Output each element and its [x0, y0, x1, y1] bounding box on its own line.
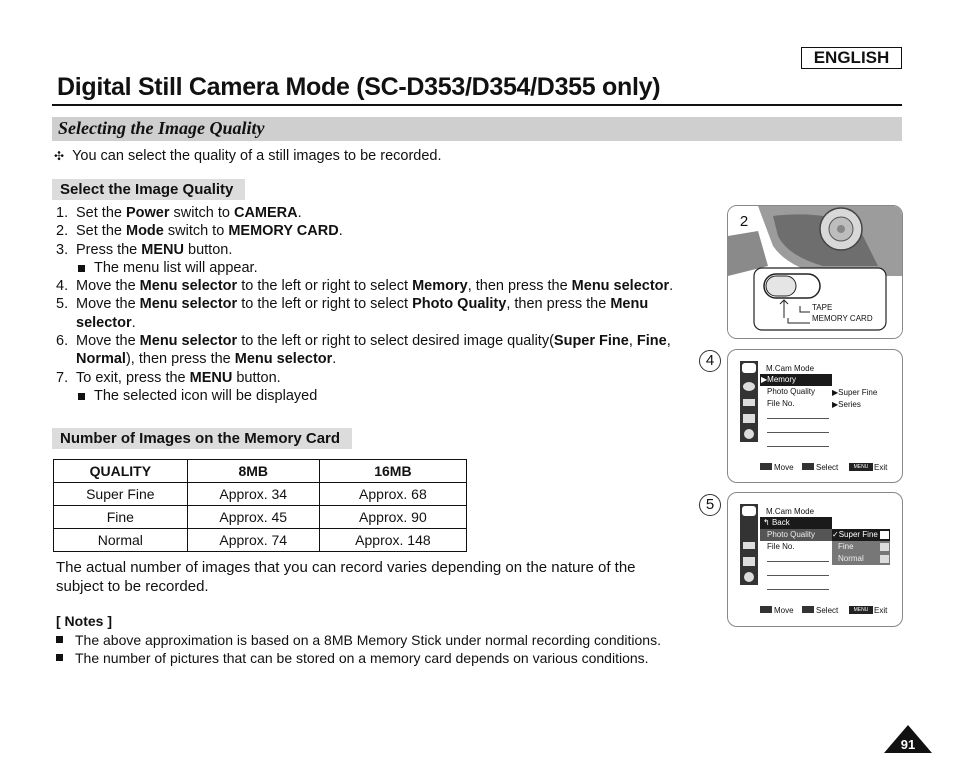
- figure-5-panel: [727, 492, 903, 627]
- table-cell: Normal: [54, 529, 188, 552]
- step-6: 6. Move the Menu selector to the left or right to select desired image quality(Super Fine, Fine, Normal), then press the Menu selector.: [56, 333, 671, 368]
- table-header-row: [54, 460, 467, 483]
- col-header: 8MB: [187, 460, 319, 483]
- menu-item-file-no: File No.: [767, 542, 795, 551]
- submenu-super-fine: ▶Super Fine: [832, 388, 878, 397]
- step-5: 5. Move the Menu selector to the left or right to select Photo Quality, then press the Menu selector.: [56, 296, 649, 331]
- memory-card-label: MEMORY CARD: [812, 314, 873, 323]
- option-fine: Fine: [838, 542, 854, 551]
- step-1: 1. Set the Power switch to CAMERA.: [56, 205, 302, 221]
- menu-button-icon: MENU: [849, 463, 873, 471]
- option-super-fine: ✓Super Fine: [832, 530, 878, 539]
- menu-separator: [767, 446, 829, 447]
- col-header: QUALITY: [54, 460, 188, 483]
- table-cell: Approx. 90: [319, 506, 466, 529]
- title-divider: [52, 104, 902, 106]
- table-cell: Approx. 148: [319, 529, 466, 552]
- step-4: 4. Move the Menu selector to the left or right to select Memory, then press the Menu selector.: [56, 278, 674, 295]
- fine-icon: [880, 543, 889, 551]
- settings-gear-icon: [744, 572, 754, 582]
- menu-icon-column: [740, 504, 758, 585]
- normal-icon: [880, 555, 889, 563]
- menu-button-icon: MENU: [849, 606, 873, 614]
- figure-4-panel: [727, 349, 903, 483]
- step-3-note: The menu list will appear.: [56, 259, 706, 277]
- table-cell: Approx. 45: [187, 506, 319, 529]
- step-2: 2. Set the Mode switch to MEMORY CARD.: [56, 223, 343, 240]
- menu-item-photo-quality: Photo Quality: [767, 530, 816, 539]
- tape-icon: [743, 542, 755, 549]
- figure-5-number: 5: [699, 494, 721, 516]
- menu-item-photo-quality: Photo Quality: [767, 387, 816, 396]
- language-badge: ENGLISH: [801, 47, 902, 69]
- capacity-paragraph: The actual number of images that you can record varies depending on the nature of the subject to be recorded.: [56, 559, 636, 595]
- footer-select: Select: [816, 606, 839, 615]
- table-cell: Approx. 74: [187, 529, 319, 552]
- table-cell: Super Fine: [54, 483, 188, 506]
- menu-separator: [767, 561, 829, 562]
- step-7-note: The selected icon will be displayed: [56, 387, 706, 405]
- subhead-select-quality: Select the Image Quality: [52, 179, 245, 200]
- figure-2-panel: [727, 205, 903, 339]
- menu-separator: [767, 589, 829, 590]
- footer-select: Select: [816, 463, 839, 472]
- move-icon: [760, 606, 772, 613]
- move-icon: [760, 463, 772, 470]
- tape-icon: [743, 399, 755, 406]
- cross-bullet-icon: ✣: [54, 149, 65, 163]
- table-cell: Approx. 68: [319, 483, 466, 506]
- intro-text: ✣ You can select the quality of a still images to be recorded.: [54, 148, 442, 164]
- select-icon: [802, 606, 814, 613]
- tape-label: TAPE: [812, 303, 833, 312]
- table-row: [54, 483, 467, 506]
- super-fine-icon: [880, 531, 889, 539]
- menu-icon-column: [740, 361, 758, 442]
- page-number: 91: [900, 737, 916, 752]
- page-title: Digital Still Camera Mode (SC-D353/D354/D355 only): [57, 73, 661, 101]
- capacity-table: [53, 459, 467, 552]
- menu-item-file-no: File No.: [767, 399, 795, 408]
- subhead-number-of-images: Number of Images on the Memory Card: [52, 428, 352, 449]
- settings-gear-icon: [744, 429, 754, 439]
- figure-4-number: 4: [699, 350, 721, 372]
- steps-list: [56, 204, 706, 405]
- step-7: 7. To exit, press the MENU button.: [56, 369, 281, 386]
- submenu-series: ▶Series: [832, 400, 861, 409]
- memory-icon: [743, 382, 755, 391]
- tv-icon: [743, 414, 755, 423]
- camera-icon: [742, 506, 756, 516]
- menu-separator: [767, 432, 829, 433]
- step-3: 3. Press the MENU button.: [56, 241, 233, 258]
- col-header: 16MB: [319, 460, 466, 483]
- back-arrow-icon: ↰: [763, 518, 772, 527]
- table-cell: Approx. 34: [187, 483, 319, 506]
- menu-title: M.Cam Mode: [766, 507, 815, 516]
- menu-title: M.Cam Mode: [766, 364, 815, 373]
- table-row: [54, 529, 467, 552]
- tv-icon: [743, 557, 755, 566]
- note-item: The above approximation is based on a 8MB Memory Stick under normal recording conditions.: [56, 632, 661, 648]
- notes-heading: [ Notes ]: [56, 613, 112, 629]
- menu-item-memory: ▶Memory: [761, 375, 797, 384]
- note-item: The number of pictures that can be stored on a memory card depends on various conditions.: [56, 650, 649, 666]
- section-title: Selecting the Image Quality: [58, 118, 265, 138]
- option-normal: Normal: [838, 554, 864, 563]
- camera-icon: [742, 363, 756, 373]
- footer-move: Move: [774, 606, 794, 615]
- footer-exit: Exit: [874, 606, 888, 615]
- footer-move: Move: [774, 463, 794, 472]
- menu-separator: [767, 418, 829, 419]
- figure-2-number: 2: [739, 213, 749, 230]
- select-icon: [802, 463, 814, 470]
- menu-item-back: ↰ Back: [763, 518, 790, 527]
- table-cell: Fine: [54, 506, 188, 529]
- table-row: [54, 506, 467, 529]
- footer-exit: Exit: [874, 463, 888, 472]
- menu-separator: [767, 575, 829, 576]
